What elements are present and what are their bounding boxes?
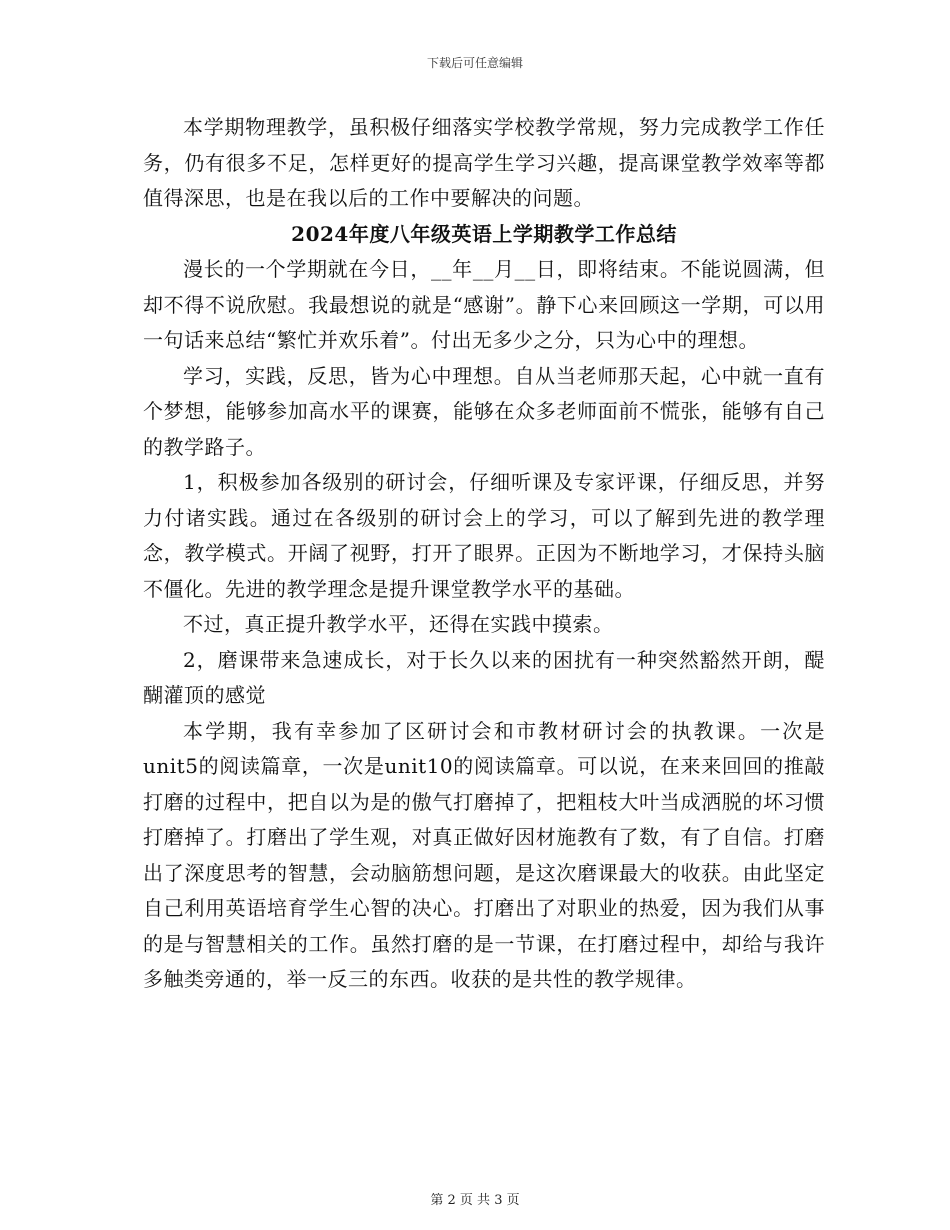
body-paragraph: 学习，实践，反思，皆为心中理想。自从当老师那天起，心中就一直有个梦想，能够参加高水平的课赛，能够在众多老师面前不慌张，能够有自己的教学路子。	[143, 363, 825, 459]
intro-paragraph: 本学期物理教学，虽积极仔细落实学校教学常规，努力完成教学工作任务，仍有很多不足，怎样更好的提高学生学习兴趣，提高课堂教学效率等都值得深思，也是在我以后的工作中要解决的问题。	[143, 115, 825, 210]
body-paragraph: 本学期，我有幸参加了区研讨会和市教材研讨会的执教课。一次是unit5的阅读篇章，一次是unit10的阅读篇章。可以说，在来来回回的推敲打磨的过程中，把自以为是的傲气打磨掉了，把粗枝大叶当成洒脱的坏习惯打磨掉了。打磨出了学生观，对真正做好因材施教有了数，有了自信。打磨出了深度思考的智慧，会动脑筋想问题，是这次磨课最大的收获。由此坚定自己利用英语培育学生心智的决心。打磨出了对职业的热爱，因为我们从事的是与智慧相关的工作。虽然打磨的是一节课，在打磨过程中，却给与我许多触类旁通的，举一反三的东西。收获的是共性的教学规律。	[143, 718, 825, 991]
page-header: 下载后可任意编辑	[426, 56, 523, 70]
body-paragraph: 2，磨课带来急速成长，对于长久以来的困扰有一种突然豁然开朗，醍醐灌顶的感觉	[143, 647, 825, 707]
document-body	[143, 110, 825, 998]
page-footer: 第 2 页 共 3 页	[430, 1193, 520, 1208]
body-paragraph: 不过，真正提升教学水平，还得在实践中摸索。	[183, 612, 614, 636]
section-title: 2024年度八年级英语上学期教学工作总结	[291, 221, 677, 246]
body-paragraph: 1，积极参加各级别的研讨会，仔细听课及专家评课，仔细反思，并努力付诸实践。通过在各级别的研讨会上的学习，可以了解到先进的教学理念，教学模式。开阔了视野，打开了眼界。正因为不断地学习，才保持头脑不僵化。先进的教学理念是提升课堂教学水平的基础。	[143, 470, 825, 601]
body-paragraph: 漫长的一个学期就在今日，__年__月__日，即将结束。不能说圆满，但却不得不说欣慰。我最想说的就是“感谢”。静下心来回顾这一学期，可以用一句话来总结“繁忙并欢乐着”。付出无多少之分，只为心中的理想。	[143, 257, 825, 352]
